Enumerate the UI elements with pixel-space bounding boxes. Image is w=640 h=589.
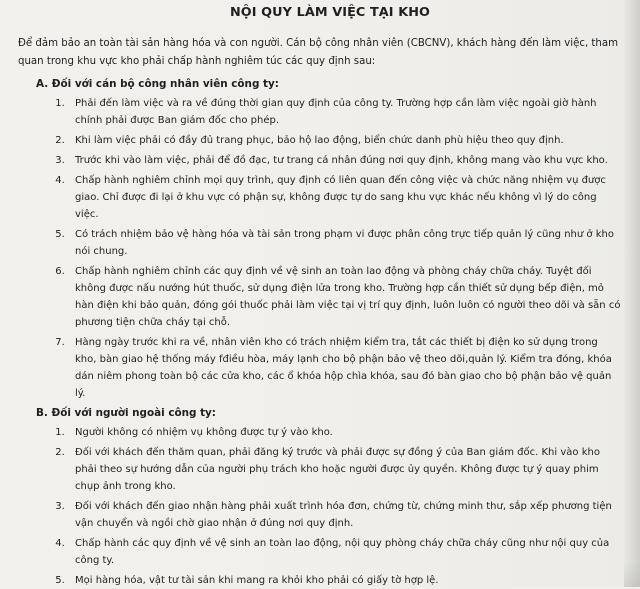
section-a-item: 3. Trước khi vào làm việc, phải để đồ đạc, tư trang cá nhân đúng nơi quy định, không mang vào khu vực kho.: [68, 152, 622, 169]
intro-paragraph: Để đảm bảo an toàn tài sản hàng hóa và con người. Cán bộ công nhân viên (CBCNV), khách hàng đến làm việc, tham quan trong khu vực kho phải chấp hành nghiêm túc các quy định sau:: [18, 38, 619, 67]
document-title: NỘI QUY LÀM VIỆC TẠI KHO: [229, 5, 431, 20]
section-b-list: [18, 424, 622, 589]
section-a-list: [18, 95, 622, 402]
section-a-item: 1. Phải đến làm việc và ra về đúng thời gian quy định của công ty. Trường hợp cần làm việc ngoài giờ hành chính phải được Ban giám đốc cho phép.: [68, 95, 622, 129]
section-b-item: 4. Chấp hành các quy định về vệ sinh an toàn lao động, nội quy phòng cháy chữa cháy cũng như nội quy của công ty.: [68, 535, 622, 569]
section-b-heading: B. Đối với người ngoài công ty:: [36, 407, 216, 419]
section-a-item: 7. Hàng ngày trước khi ra về, nhân viên kho có trách nhiệm kiểm tra, tắt các thiết bị điện ko sử dụng trong kho, bàn giao hệ thống máy fđiều hòa, máy lạnh cho bộ phận bảo vệ theo dõi,quản lý. Kiểm tra đóng, khóa dán niêm phong toàn bộ các cửa kho, các ổ khóa hộp chìa khóa, sau đó bàn giao cho bộ phận bảo vệ quản lý.: [68, 334, 622, 402]
section-a-item: 6. Chấp hành nghiêm chỉnh các quy định về vệ sinh an toàn lao động và phòng cháy chữa cháy. Tuyệt đối không được nấu nướng hút thuốc, sử dụng điện lửa trong kho. Trường hợp cần thiết sử dụng bếp điện, mỏ hàn điện khi bảo quản, đóng gói thuốc phải làm việc tại vị trí quy định, luôn luôn có người theo dõi và sẵn có phương tiện chữa cháy tại chỗ.: [68, 263, 622, 331]
section-a: [18, 76, 622, 402]
section-a-item: 5. Có trách nhiệm bảo vệ hàng hóa và tài sản trong phạm vi được phân công trực tiếp quản lý cũng như ở kho nói chung.: [68, 226, 622, 260]
section-b: [18, 405, 622, 589]
section-b-item: 2. Đối với khách đến thăm quan, phải đăng ký trước và phải được sự đồng ý của Ban giám đốc. Khi vào kho phải theo sự hướng dẫn của người phụ trách kho hoặc người được ủy quyền. Không được tự ý quay phim chụp ảnh trong kho.: [68, 444, 622, 495]
section-a-item: 2. Khi làm việc phải có đầy đủ trang phục, bảo hộ lao động, biển chức danh phù hiệu theo quy định.: [68, 132, 622, 149]
section-a-item: 4. Chấp hành nghiêm chỉnh mọi quy trình, quy định có liên quan đến công việc và chức năng nhiệm vụ được giao. Chỉ được đi lại ở khu vực có phận sự, không được tự do sang khu vực khác nếu không vì lý do công việc.: [68, 172, 622, 223]
scan-fold: [624, 562, 640, 587]
section-a-heading: A. Đối với cán bộ công nhân viên công ty:: [36, 78, 279, 90]
section-b-item: 1. Người không có nhiệm vụ không được tự ý vào kho.: [68, 424, 622, 441]
scan-edge: [624, 0, 640, 587]
section-b-item: 3. Đối với khách đến giao nhận hàng phải xuất trình hóa đơn, chứng từ, chứng minh thư, sắp xếp phương tiện vận chuyển và ngồi chờ giao nhận ở đúng nơi quy định.: [68, 498, 622, 532]
section-b-item: 5. Mọi hàng hóa, vật tư tài sản khi mang ra khỏi kho phải có giấy tờ hợp lệ.: [68, 572, 622, 589]
